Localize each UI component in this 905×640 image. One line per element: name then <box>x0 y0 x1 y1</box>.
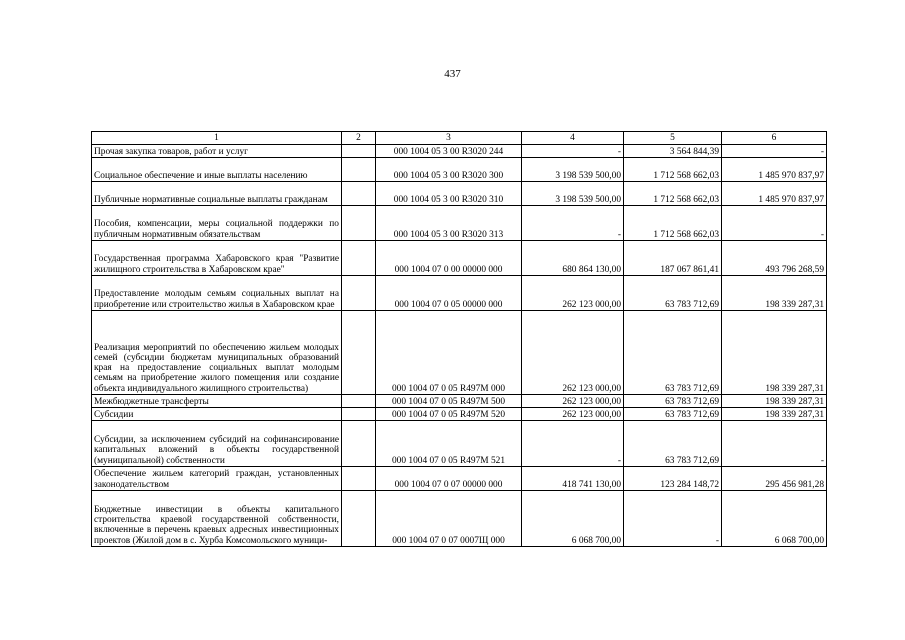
row-value-col4: 3 198 539 500,00 <box>522 158 624 182</box>
row-name: Социальное обеспечение и иные выплаты населению <box>92 158 342 182</box>
row-col2 <box>342 395 376 408</box>
table-row <box>92 408 827 421</box>
column-header: 6 <box>722 132 827 145</box>
row-name: Бюджетные инвестиции в объекты капитального строительства краевой государственной собственности, включенные в перечень краевых адресных инвестиционных проектов (Жилой дом в с. Хурба Комсомольского муници- <box>92 491 342 547</box>
row-col2 <box>342 467 376 491</box>
row-code: 000 1004 07 0 00 00000 000 <box>376 241 522 276</box>
table-row <box>92 395 827 408</box>
row-value-col6: 493 796 268,59 <box>722 241 827 276</box>
table-row <box>92 206 827 241</box>
row-name: Реализация мероприятий по обеспечению жильем молодых семей (субсидии бюджетам муниципальных образований края на предоставление социальных выплат молодым семьям на приобретение жилого помещения или создание объекта индивидуального жилищного строительства) <box>92 311 342 395</box>
row-value-col5: 187 067 861,41 <box>624 241 722 276</box>
row-value-col6: 198 339 287,31 <box>722 276 827 311</box>
row-value-col6: 6 068 700,00 <box>722 491 827 547</box>
row-value-col4: 680 864 130,00 <box>522 241 624 276</box>
row-code: 000 1004 05 3 00 R3020 300 <box>376 158 522 182</box>
row-code: 000 1004 07 0 05 R497M 000 <box>376 311 522 395</box>
table-row <box>92 241 827 276</box>
row-value-col6: 198 339 287,31 <box>722 311 827 395</box>
column-header: 5 <box>624 132 722 145</box>
row-col2 <box>342 145 376 158</box>
column-header: 1 <box>92 132 342 145</box>
row-name: Субсидии <box>92 408 342 421</box>
row-code: 000 1004 05 3 00 R3020 310 <box>376 182 522 206</box>
table-row <box>92 145 827 158</box>
column-header: 2 <box>342 132 376 145</box>
row-value-col5: 1 712 568 662,03 <box>624 182 722 206</box>
row-value-col5: 63 783 712,69 <box>624 276 722 311</box>
budget-table <box>91 131 827 547</box>
row-name: Субсидии, за исключением субсидий на софинансирование капитальных вложений в объекты государственной (муниципальной) собственности <box>92 421 342 467</box>
table-row <box>92 311 827 395</box>
row-value-col5: 63 783 712,69 <box>624 408 722 421</box>
row-value-col5: 1 712 568 662,03 <box>624 206 722 241</box>
table-row <box>92 182 827 206</box>
row-col2 <box>342 491 376 547</box>
row-value-col6: - <box>722 421 827 467</box>
row-name: Государственная программа Хабаровского края "Развитие жилищного строительства в Хабаровском крае" <box>92 241 342 276</box>
row-name: Публичные нормативные социальные выплаты гражданам <box>92 182 342 206</box>
row-value-col4: - <box>522 421 624 467</box>
table-row <box>92 158 827 182</box>
table-header-row <box>92 132 827 145</box>
row-col2 <box>342 276 376 311</box>
row-value-col6: 295 456 981,28 <box>722 467 827 491</box>
row-value-col4: - <box>522 145 624 158</box>
row-value-col5: 1 712 568 662,03 <box>624 158 722 182</box>
row-value-col4: 3 198 539 500,00 <box>522 182 624 206</box>
row-value-col5: 63 783 712,69 <box>624 311 722 395</box>
row-value-col4: 262 123 000,00 <box>522 395 624 408</box>
row-value-col4: 418 741 130,00 <box>522 467 624 491</box>
table-row <box>92 421 827 467</box>
row-code: 000 1004 05 3 00 R3020 313 <box>376 206 522 241</box>
row-code: 000 1004 07 0 07 00000 000 <box>376 467 522 491</box>
row-value-col4: 262 123 000,00 <box>522 311 624 395</box>
table-row <box>92 491 827 547</box>
row-name: Обеспечение жильем категорий граждан, установленных законодательством <box>92 467 342 491</box>
row-value-col6: - <box>722 206 827 241</box>
row-col2 <box>342 182 376 206</box>
row-code: 000 1004 07 0 05 R497M 500 <box>376 395 522 408</box>
row-value-col5: 63 783 712,69 <box>624 395 722 408</box>
row-col2 <box>342 421 376 467</box>
row-value-col4: 6 068 700,00 <box>522 491 624 547</box>
row-value-col4: 262 123 000,00 <box>522 276 624 311</box>
row-col2 <box>342 408 376 421</box>
row-col2 <box>342 206 376 241</box>
row-code: 000 1004 07 0 05 R497M 520 <box>376 408 522 421</box>
row-value-col6: - <box>722 145 827 158</box>
row-value-col6: 1 485 970 837,97 <box>722 158 827 182</box>
table-row <box>92 467 827 491</box>
row-name: Межбюджетные трансферты <box>92 395 342 408</box>
column-header: 4 <box>522 132 624 145</box>
row-value-col5: - <box>624 491 722 547</box>
row-name: Пособия, компенсации, меры социальной поддержки по публичным нормативным обязательствам <box>92 206 342 241</box>
row-col2 <box>342 241 376 276</box>
row-code: 000 1004 07 0 05 R497M 521 <box>376 421 522 467</box>
page-number: 437 <box>444 68 461 80</box>
column-header: 3 <box>376 132 522 145</box>
row-value-col5: 63 783 712,69 <box>624 421 722 467</box>
row-code: 000 1004 07 0 07 0007Щ 000 <box>376 491 522 547</box>
row-value-col6: 1 485 970 837,97 <box>722 182 827 206</box>
row-value-col6: 198 339 287,31 <box>722 395 827 408</box>
row-value-col4: 262 123 000,00 <box>522 408 624 421</box>
row-col2 <box>342 158 376 182</box>
row-name: Прочая закупка товаров, работ и услуг <box>92 145 342 158</box>
row-code: 000 1004 07 0 05 00000 000 <box>376 276 522 311</box>
row-value-col5: 123 284 148,72 <box>624 467 722 491</box>
row-value-col6: 198 339 287,31 <box>722 408 827 421</box>
row-col2 <box>342 311 376 395</box>
row-value-col5: 3 564 844,39 <box>624 145 722 158</box>
table-row <box>92 276 827 311</box>
row-name: Предоставление молодым семьям социальных выплат на приобретение или строительство жилья в Хабаровском крае <box>92 276 342 311</box>
row-code: 000 1004 05 3 00 R3020 244 <box>376 145 522 158</box>
row-value-col4: - <box>522 206 624 241</box>
